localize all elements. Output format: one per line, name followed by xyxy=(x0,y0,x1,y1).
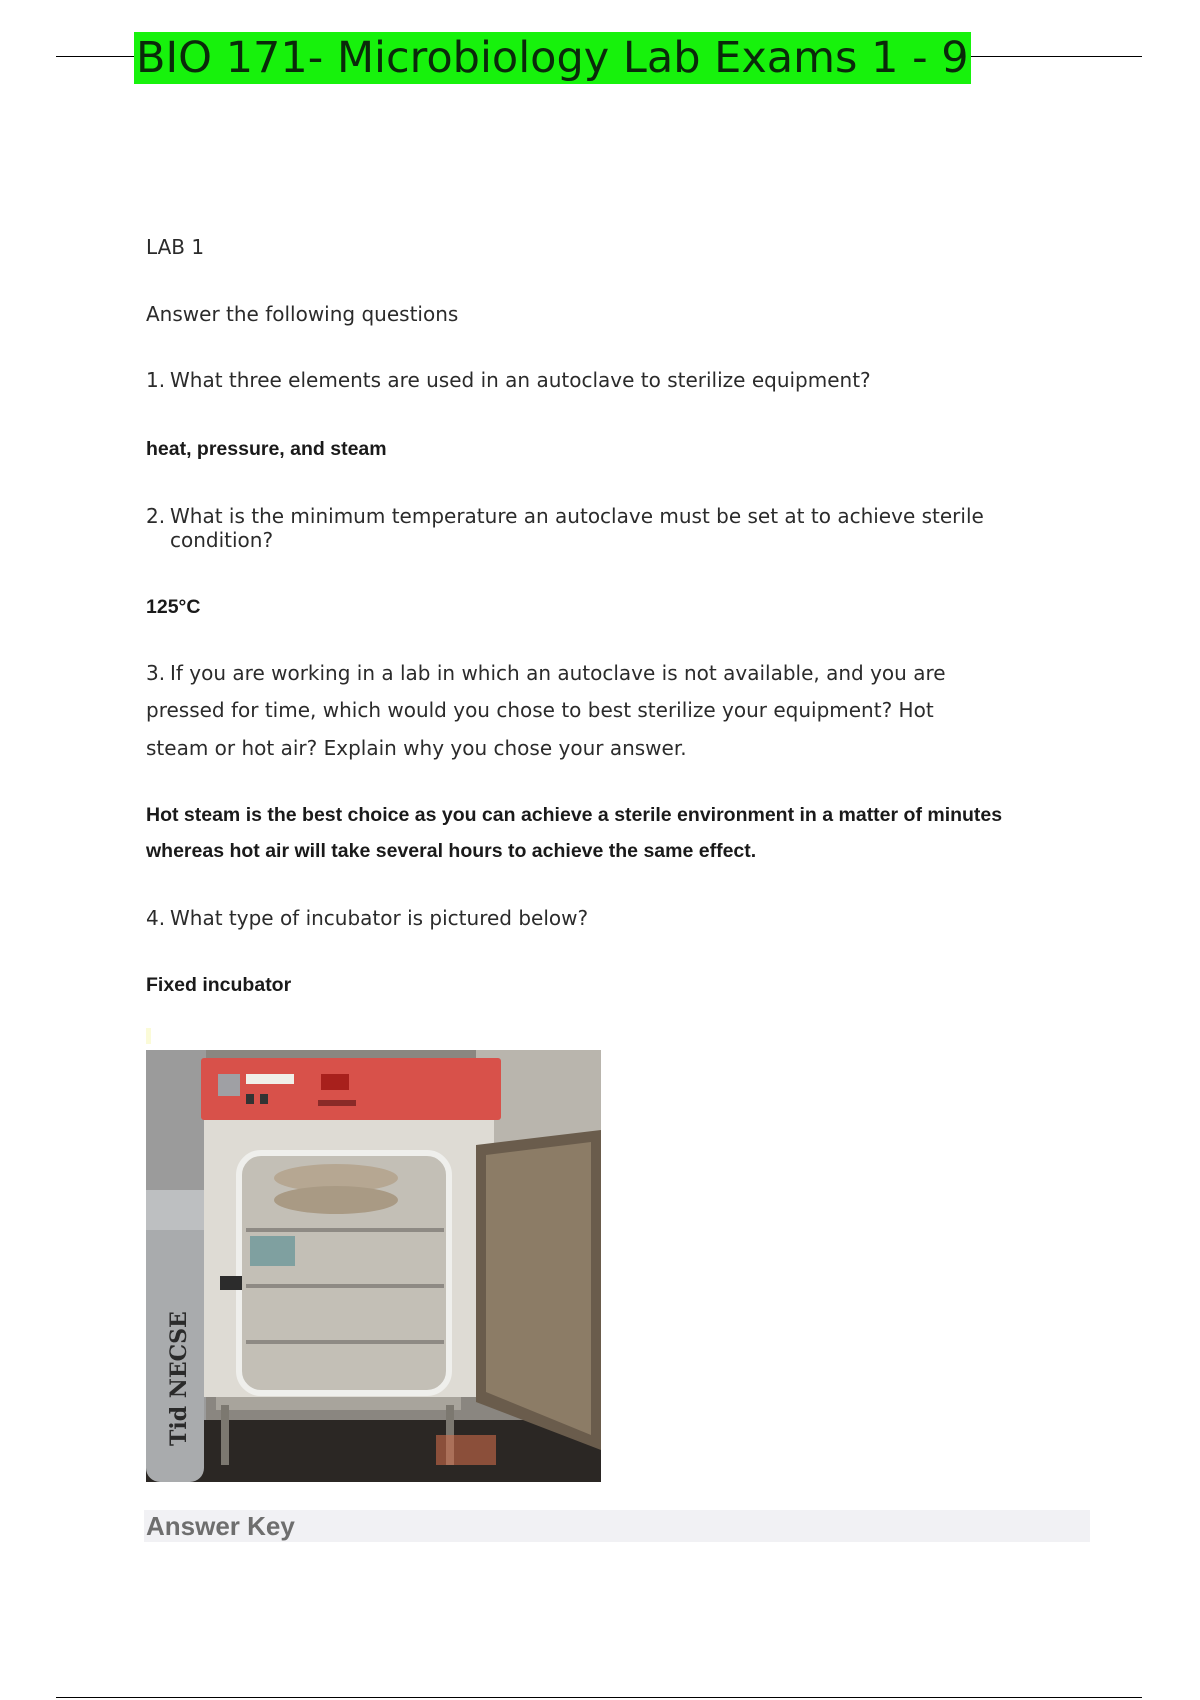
footer-rule xyxy=(56,1697,1142,1698)
question-text: What type of incubator is pictured below? xyxy=(170,906,589,930)
instruction-text: Answer the following questions xyxy=(146,302,459,326)
lab-label: LAB 1 xyxy=(146,235,205,259)
answer-3-line-2: whereas hot air will take several hours to achieve the same effect. xyxy=(146,840,757,862)
answer-3-line-1: Hot steam is the best choice as you can achieve a sterile environment in a matter of minutes xyxy=(146,804,1003,826)
question-number: 2. xyxy=(146,504,166,528)
question-3-line-2: pressed for time, which would you chose to best sterilize your equipment? Hot xyxy=(146,698,934,722)
incubator-photo xyxy=(146,1050,601,1482)
answer-2: 125°C xyxy=(146,596,201,618)
question-3-line-3: steam or hot air? Explain why you chose your answer. xyxy=(146,736,687,760)
question-number: 4. xyxy=(146,906,166,930)
question-text: condition? xyxy=(170,528,274,552)
document-title: BIO 171- Microbiology Lab Exams 1 - 9 xyxy=(136,33,969,83)
answer-1: heat, pressure, and steam xyxy=(146,438,387,460)
answer-key-banner: Answer Key xyxy=(144,1510,1090,1542)
question-text: What is the minimum temperature an autoclave must be set at to achieve sterile xyxy=(170,504,984,528)
question-text: If you are working in a lab in which an autoclave is not available, and you are xyxy=(170,661,946,685)
question-number: 1. xyxy=(146,368,166,392)
highlight-mark xyxy=(146,1028,151,1044)
cylinder-label: Tid NECSE xyxy=(166,1311,192,1446)
question-text: What three elements are used in an autoclave to sterilize equipment? xyxy=(170,368,871,392)
question-number: 3. xyxy=(146,661,166,685)
answer-4: Fixed incubator xyxy=(146,974,292,996)
